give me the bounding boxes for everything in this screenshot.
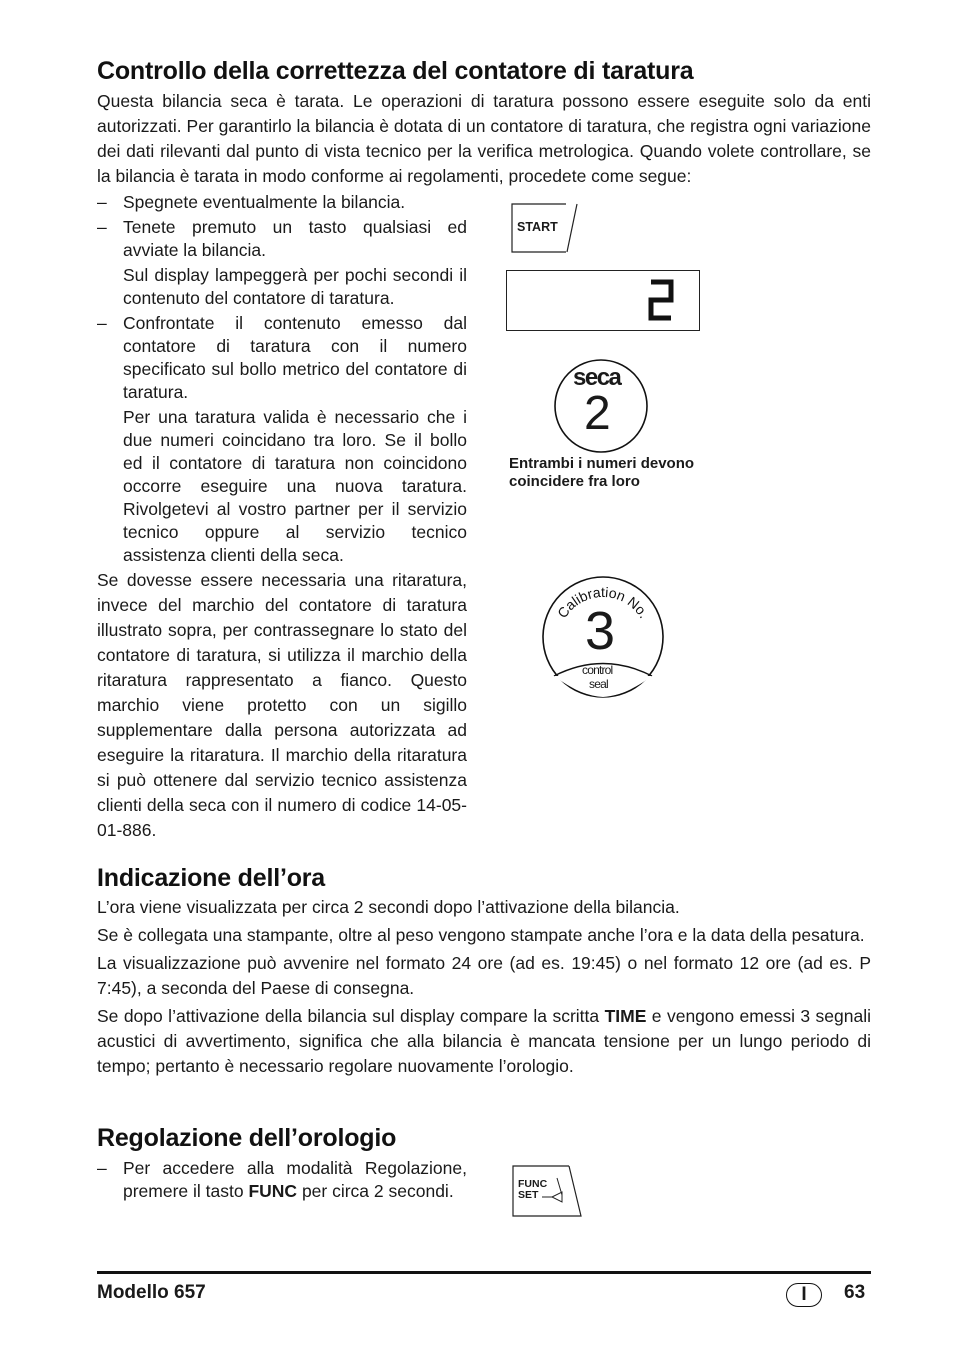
seca-seal <box>553 358 649 454</box>
step-switch-off: – Spegnete eventualmente la bilancia. <box>97 192 406 212</box>
recal-seal-label: seal <box>589 677 608 691</box>
time-paragraph-2: Se è collegata una stampante, oltre al peso vengono stampate anche l’ora e la data della pesatura. <box>97 925 865 945</box>
time-section-body <box>97 895 871 1079</box>
func-key-label: FUNC <box>518 1178 548 1190</box>
footer-language-badge: I <box>786 1283 822 1307</box>
recal-control-label: control <box>582 663 613 677</box>
time-paragraph-3: La visualizzazione può avvenire nel formato 24 ore (ad es. 19:45) o nel formato 12 ore (ad es. P 7:45), a seconda del Paese di consegna. <box>97 953 871 998</box>
step-hold-key-note: Sul display lampeggerà per pochi secondi il contenuto del contatore di taratura. <box>123 265 467 308</box>
section-title-time: Indicazione dell’ora <box>97 864 325 892</box>
func-set-key-figure <box>512 1165 582 1217</box>
calibration-steps <box>97 191 467 843</box>
step-compare: – Confrontate il contenuto emesso dal contatore di taratura con il numero specificato sul bollo metrico del contatore di taratura. <box>97 313 467 402</box>
display-panel <box>506 270 700 331</box>
start-key-figure <box>511 203 579 253</box>
intro-paragraph: Questa bilancia seca è tarata. Le operazioni di taratura possono essere eseguite solo da enti autorizzati. Per garantirlo la bilancia è dotata di un contatore di taratura, che registra ogni variazione dei dati rilevanti dal punto di vista tecnico per la verifica metrologica. Quando volete controllare, se la bilancia è tarata in modo conforme ai regolamenti, procedete come segue: <box>97 91 871 186</box>
recalibration-mark <box>541 575 665 699</box>
seal-number: 2 <box>584 387 611 440</box>
seal-brand: seca <box>573 364 621 391</box>
clock-steps <box>97 1157 467 1203</box>
seven-segment-digit-icon <box>647 278 675 322</box>
step-hold-key: – Tenete premuto un tasto qualsiasi ed avviate la bilancia. <box>97 217 467 260</box>
footer-page-number: 63 <box>844 1282 866 1303</box>
recalibration-paragraph: Se dovesse essere necessaria una ritaratura, invece del marchio del contatore di taratura illustrato sopra, per contrassegnare lo stato del contatore di taratura, si utilizza il marchio della ritaratura rappresentato a fianco. Questo marchio viene protetto con un sigillo supplementare dalla persona autorizzata ad eseguire la ritaratura. Il marchio della ritaratura si può ottenere dal servizio tecnico assistenza clienti della seca con il numero di codice 14-05-01-886. <box>97 570 467 840</box>
set-key-label: SET <box>518 1189 539 1201</box>
start-key-label: START <box>517 220 558 234</box>
recal-number: 3 <box>585 601 616 661</box>
section-title-calibration: Controllo della correttezza del contatore di taratura <box>97 57 694 85</box>
section-title-clock: Regolazione dell’orologio <box>97 1124 397 1152</box>
footer-rule <box>97 1271 871 1274</box>
step-compare-note: Per una taratura valida è necessario che i due numeri coincidano tra loro. Se il bollo ed il contatore di taratura non coincidono occorre eseguire una nuova taratura. Rivolgetevi al vostro partner per il servizio tecnico oppure al servizio tecnico assistenza clienti della seca. <box>123 407 467 565</box>
step-func-key: – Per accedere alla modalità Regolazione, premere il tasto FUNC per circa 2 secondi. <box>97 1158 467 1201</box>
footer-model: Modello 657 <box>97 1282 206 1303</box>
seal-caption: Entrambi i numeri devono coincidere fra loro <box>509 455 695 490</box>
time-paragraph-4: Se dopo l’attivazione della bilancia sul display compare la scritta TIME e vengono emessi 3 segnali acustici di avvertimento, significa che alla bilancia è mancata tensione per un lungo periodo di tempo; pertanto è necessario regolare nuovamente l’orologio. <box>97 1006 871 1076</box>
recal-arc-text: Calibration No. <box>553 583 653 621</box>
time-paragraph-1: L’ora viene visualizzata per circa 2 secondi dopo l’attivazione della bilancia. <box>97 897 680 917</box>
